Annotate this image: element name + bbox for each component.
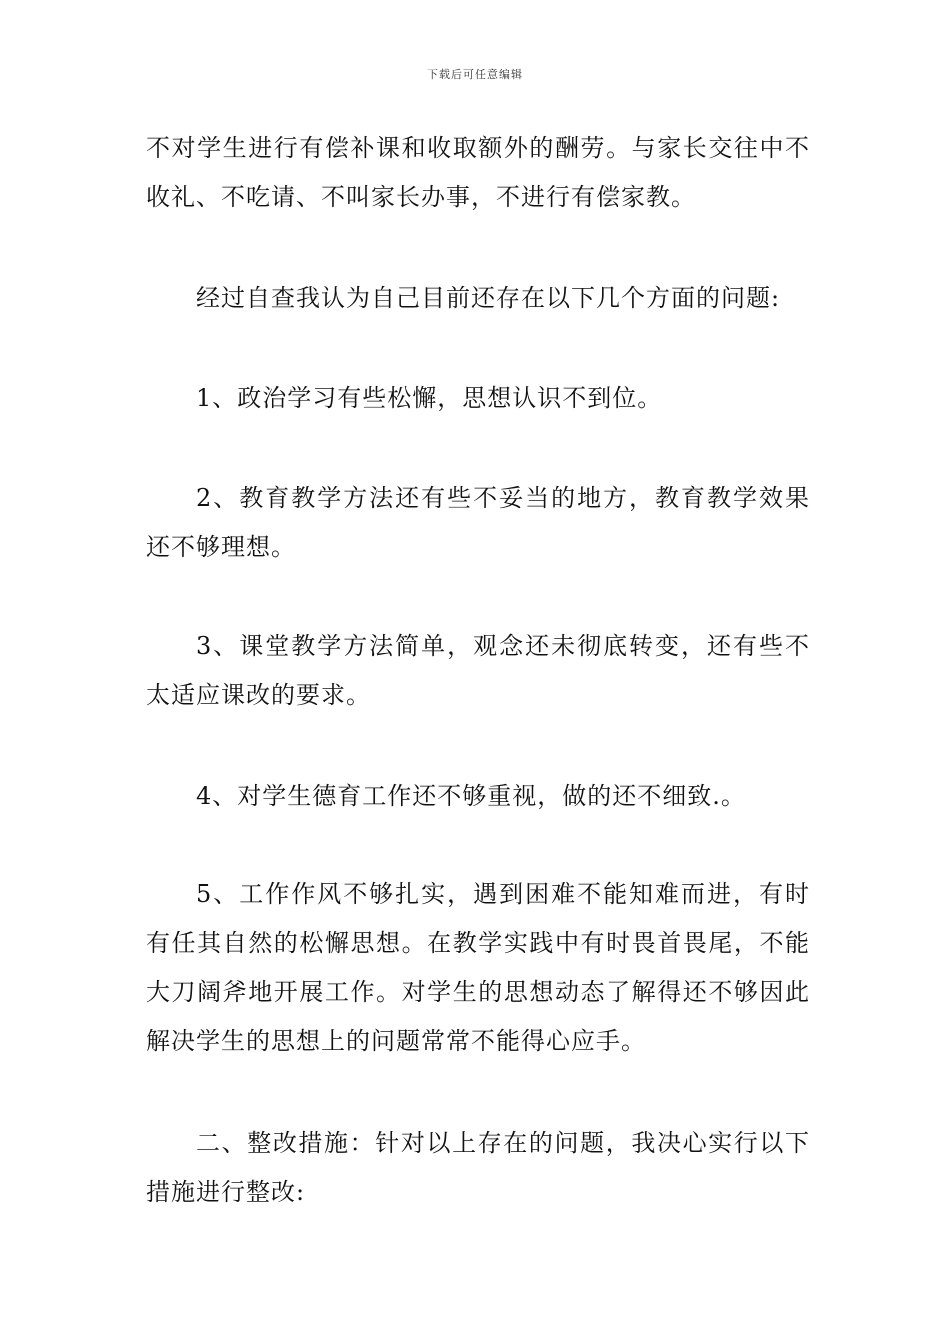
paragraph-8-block	[146, 1119, 810, 1217]
paragraph-5: 3、课堂教学方法简单，观念还未彻底转变，还有些不太适应课改的要求。	[146, 632, 810, 709]
paragraph-6-block	[146, 772, 810, 821]
paragraph-1: 不对学生进行有偿补课和收取额外的酬劳。与家长交往中不收礼、不吃请、不叫家长办事，不进行有偿家教。	[146, 134, 810, 211]
paragraph-4: 2、教育教学方法还有些不妥当的地方，教育教学效果还不够理想。	[146, 484, 810, 561]
paragraph-5-block	[146, 622, 810, 720]
paragraph-8: 二、整改措施：针对以上存在的问题，我决心实行以下措施进行整改:	[146, 1129, 810, 1206]
paragraph-1-block	[146, 124, 810, 222]
paragraph-7: 5、工作作风不够扎实，遇到困难不能知难而进，有时有任其自然的松懈思想。在教学实践中有时畏首畏尾，不能大刀阔斧地开展工作。对学生的思想动态了解得还不够因此解决学生的思想上的问题常常不能得心应手。	[146, 880, 810, 1055]
paragraph-3: 1、政治学习有些松懈，思想认识不到位。	[196, 384, 663, 412]
paragraph-3-block	[146, 374, 810, 423]
paragraph-2: 经过自查我认为自己目前还存在以下几个方面的问题:	[196, 284, 781, 312]
paragraph-7-block	[146, 870, 810, 1066]
paragraph-4-block	[146, 474, 810, 572]
page-header: 下载后可任意编辑	[427, 68, 523, 81]
paragraph-6: 4、对学生德育工作还不够重视，做的还不细致.。	[196, 782, 746, 810]
paragraph-2-block	[146, 274, 810, 323]
